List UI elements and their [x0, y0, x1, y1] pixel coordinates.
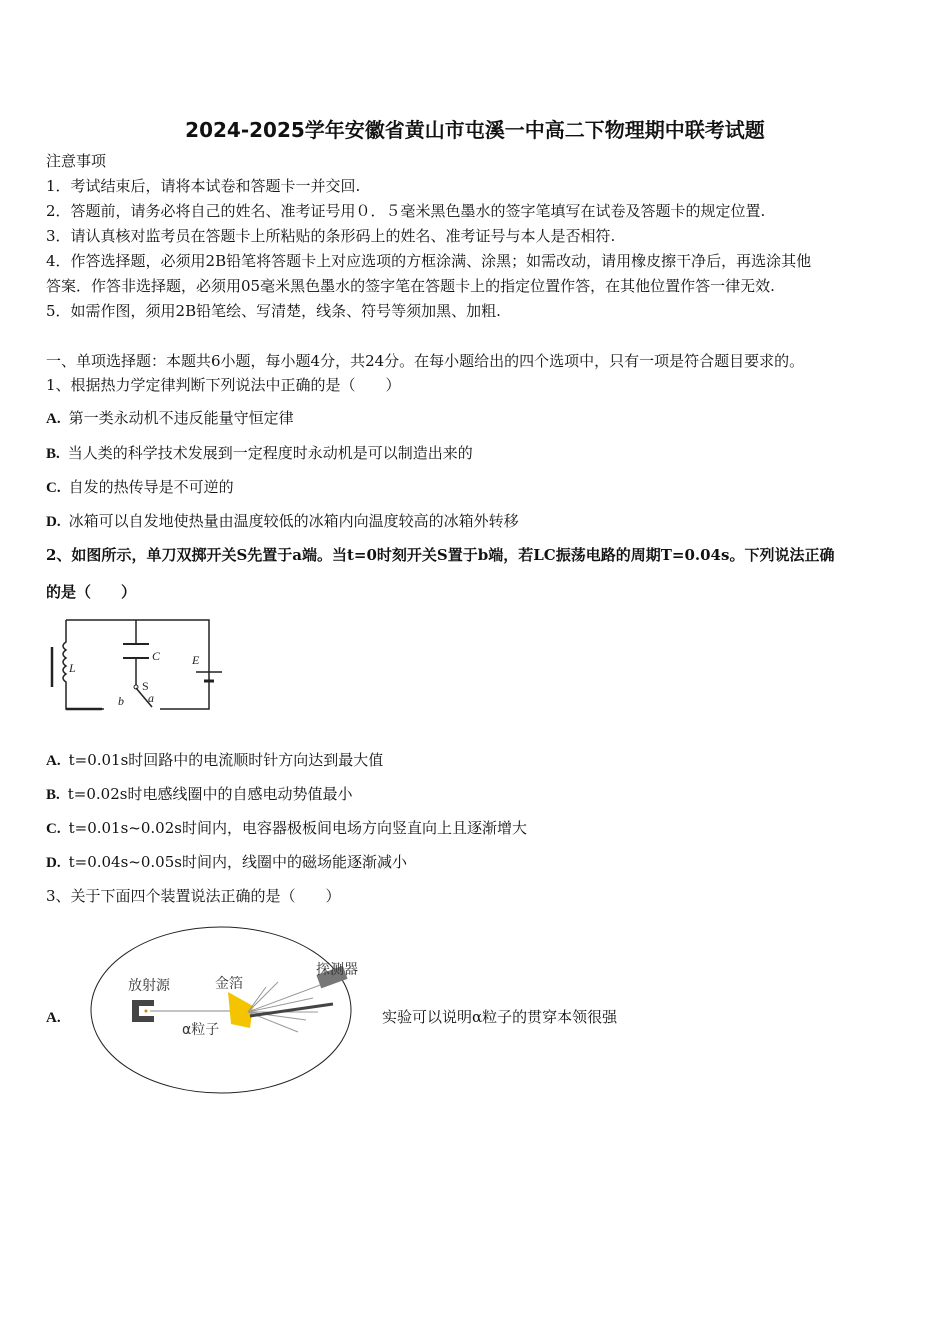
option-text: 冰箱可以自发地使热量由温度较低的冰箱内向温度较高的冰箱外转移	[68, 512, 519, 530]
notice-item: 1．考试结束后，请将本试卷和答题卡一并交回.	[46, 177, 361, 195]
notice-item: 4．作答选择题，必须用2B铅笔将答题卡上对应选项的方框涂满、涂黑；如需改动，请用橡皮擦干净后，再选涂其他	[46, 252, 812, 270]
q2-option-d	[46, 852, 407, 873]
alpha-scattering-figure	[88, 924, 358, 1096]
question-2-stem: 2、如图所示，单刀双掷开关S先置于a端。当t=0时刻开关S置于b端，若LC振荡电路的周期T=0.04s。下列说法正确	[46, 546, 835, 564]
notice-item: 3．请认真核对监考员在答题卡上所粘贴的条形码上的姓名、准考证号与本人是否相符.	[46, 227, 616, 245]
label-detector: 探测器	[316, 962, 358, 978]
notice-item: 答案．作答非选择题，必须用05毫米黑色墨水的签字笔在答题卡上的指定位置作答，在其他位置作答一律无效.	[46, 277, 775, 295]
q1-option-d	[46, 511, 519, 532]
label-s: S	[142, 679, 149, 693]
q3-option-a-text: 实验可以说明α粒子的贯穿本领很强	[382, 1008, 618, 1026]
option-letter: B.	[46, 446, 60, 462]
q1-option-c	[46, 477, 234, 498]
option-text: 自发的热传导是不可逆的	[68, 478, 234, 496]
option-letter: D.	[46, 855, 61, 871]
q1-option-b	[46, 443, 473, 464]
option-letter: B.	[46, 787, 60, 803]
option-text: t=0.04s~0.05s时间内，线圈中的磁场能逐渐减小	[68, 853, 407, 871]
question-3-stem: 3、关于下面四个装置说法正确的是（ ）	[46, 887, 341, 905]
page-title: 2024-2025学年安徽省黄山市屯溪一中高二下物理期中联考试题	[185, 118, 765, 142]
label-e: E	[192, 653, 200, 667]
question-1-stem: 1、根据热力学定律判断下列说法中正确的是（ ）	[46, 376, 401, 394]
notice-item: 5．如需作图，须用2B铅笔绘、写清楚，线条、符号等须加黑、加粗.	[46, 302, 501, 320]
option-letter: C.	[46, 480, 61, 496]
option-letter: D.	[46, 514, 61, 530]
label-particle: α粒子	[182, 1022, 220, 1038]
notice-item: 2．答题前，请务必将自己的姓名、准考证号用０．５毫米黑色墨水的签字笔填写在试卷及答题卡的规定位置.	[46, 202, 766, 220]
option-text: t=0.02s时电感线圈中的自感电动势值最小	[67, 785, 353, 803]
option-letter: A.	[46, 411, 61, 427]
option-letter: A.	[46, 753, 61, 769]
label-a: a	[148, 691, 154, 705]
q1-option-a	[46, 408, 294, 429]
option-text: t=0.01s时回路中的电流顺时针方向达到最大值	[68, 751, 384, 769]
question-2-stem-cont: 的是（ ）	[46, 583, 137, 601]
q2-option-c	[46, 818, 527, 839]
q2-option-b	[46, 784, 352, 805]
section-heading: 一、单项选择题：本题共6小题，每小题4分，共24分。在每小题给出的四个选项中，只有一项是符合题目要求的。	[46, 352, 805, 370]
label-l: L	[69, 661, 76, 675]
option-text: t=0.01s~0.02s时间内，电容器极板间电场方向竖直向上且逐渐增大	[68, 819, 527, 837]
option-text: 第一类永动机不违反能量守恒定律	[68, 409, 294, 427]
option-letter: A.	[46, 1010, 61, 1026]
label-c: C	[152, 649, 161, 663]
label-source: 放射源	[128, 978, 170, 994]
lc-circuit-diagram	[46, 612, 226, 717]
label-b: b	[118, 694, 124, 708]
q3-option-a-letter	[46, 1007, 69, 1028]
q2-option-a	[46, 750, 383, 771]
option-text: 当人类的科学技术发展到一定程度时永动机是可以制造出来的	[67, 444, 473, 462]
label-foil: 金箔	[215, 976, 243, 992]
notice-heading: 注意事项	[46, 152, 107, 170]
option-letter: C.	[46, 821, 61, 837]
